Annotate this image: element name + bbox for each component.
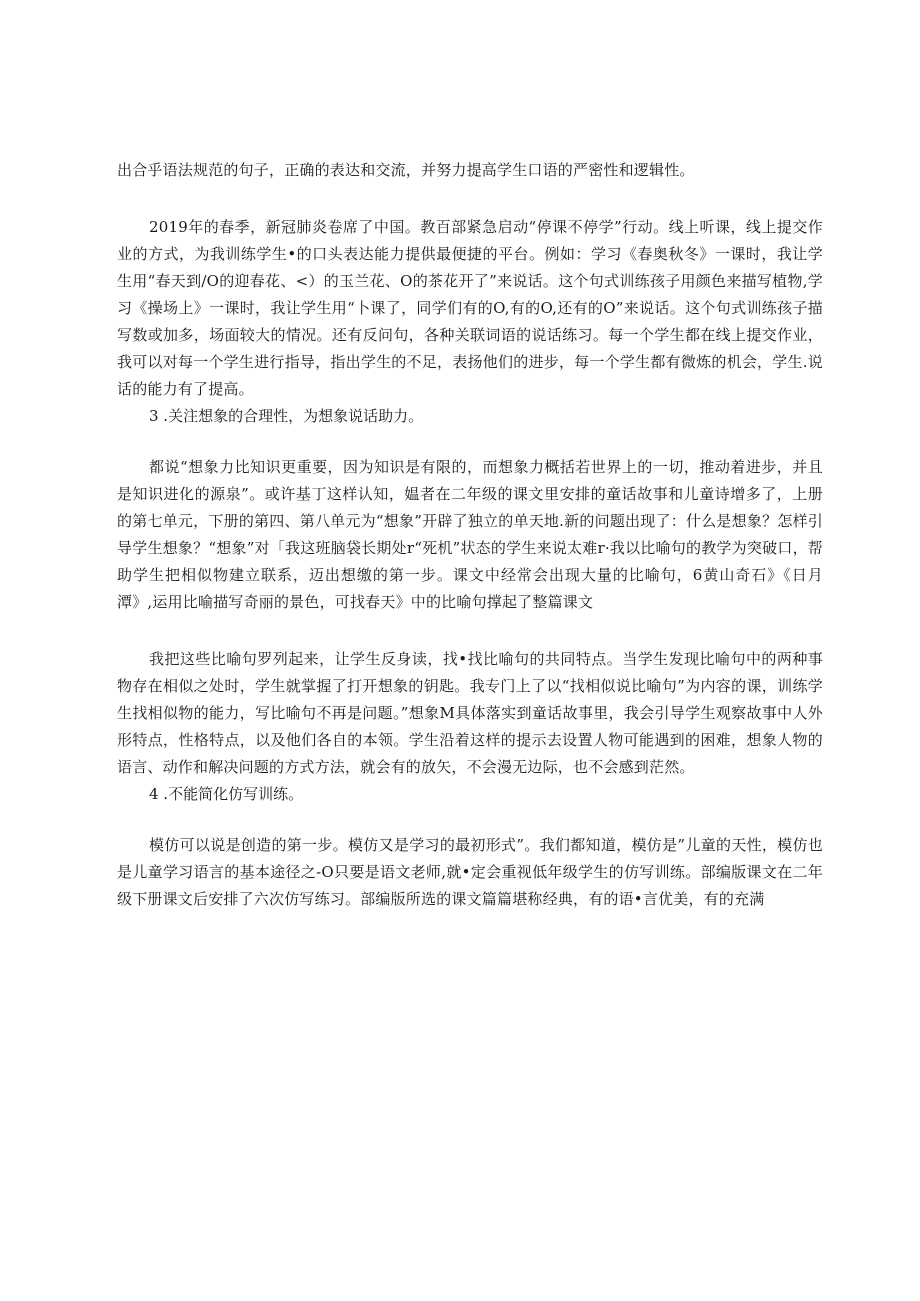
paragraph-metaphor: 我把这些比喻句罗列起来，让学生反身读，找•找比喻句的共同特点。当学生发现比喻句中的两种事物存在相似之处时，学生就掌握了打开想象的钥匙。我专门上了以“找相似说比喻句”为内容的课，训练学生找相似物的能力，写比喻句不再是问题。”想象M具体落实到童话故事里，我会引导学生观察故事中人外形特点，性格特点，以及他们各自的本领。学生沿着这样的提示去设置人物可能遇到的困难，想象人物的语言、动作和解决问题的方式方法，就会有的放矢，不会漫无边际，也不会感到茫然。 bbox=[117, 650, 823, 776]
paragraph-imitation: 模仿可以说是创造的第一步。模仿又是学习的最初形式”。我们都知道，模仿是”儿童的天性，模仿也是儿童学习语言的基本途径之-O只要是语文老师,就•定会重视低年级学生的仿写训练。部编版课文在二年级下册课文后安排了六次仿写练习。部编版所选的课文篇篇堪称经典，有的语•言优美，有的充满 bbox=[117, 836, 823, 908]
paragraph-online-learning: 2019年的春季，新冠肺炎卷席了中国。教百部紧急启动“停课不停学”行动。线上听课，线上提交作业的方式，为我训练学生•的口头表达能力提供最便捷的平台。例如：学习《春奥秋冬》一课时，我让学生用“春天到/O的迎春花、<）的玉兰花、O的茶花开了”来说话。这个句式训练孩子用颜色来描写植物,学习《操场上》一课时，我让学生用“卜课了，同学们有的O,有的O,还有的O”来说话。这个句式训练孩子描写数或加多，场面较大的情况。还有反问句，各种关联词语的说话练习。每一个学生都在线上提交作业，我可以对每一个学生进行指导，指出学生的不足，表扬他们的进步，每一个学生都有微炼的机会，学生.说话的能力有了提高。 bbox=[117, 218, 823, 398]
paragraph-imagination: 都说“想象力比知识更重要，因为知识是有限的，而想象力概括若世界上的一切，推动着进步，并且是知识进化的源泉”。或许基丁这样认知，媪者在二年级的课文里安排的童话故事和儿童诗增多了，上册的第七单元，下册的第四、第八单元为“想象”开辟了独立的单天地.新的问题出现了：什么是想象？怎样引导学生想象？“想象”对「我这班脑袋长期处r“死机”状态的学生来说太难r·我以比喻句的教学为突破口，帮助学生把相似物建立联系，迈出想缴的第一步。课文中经常会出现大量的比喻句，6黄山奇石》《日月潭》,运用比喻描写奇丽的景色，可找春天》中的比喻句撑起了整篇课文 bbox=[117, 458, 823, 611]
paragraph-continued: 出合乎语法规范的句子，正确的表达和交流，并努力提高学生口语的严密性和逻辑性。 bbox=[117, 161, 695, 179]
section-heading-4: 4 .不能简化仿写训练。 bbox=[149, 785, 304, 803]
document-body bbox=[117, 157, 823, 913]
section-heading-3: 3 .关注想象的合理性，为想象说话助力。 bbox=[149, 407, 424, 425]
